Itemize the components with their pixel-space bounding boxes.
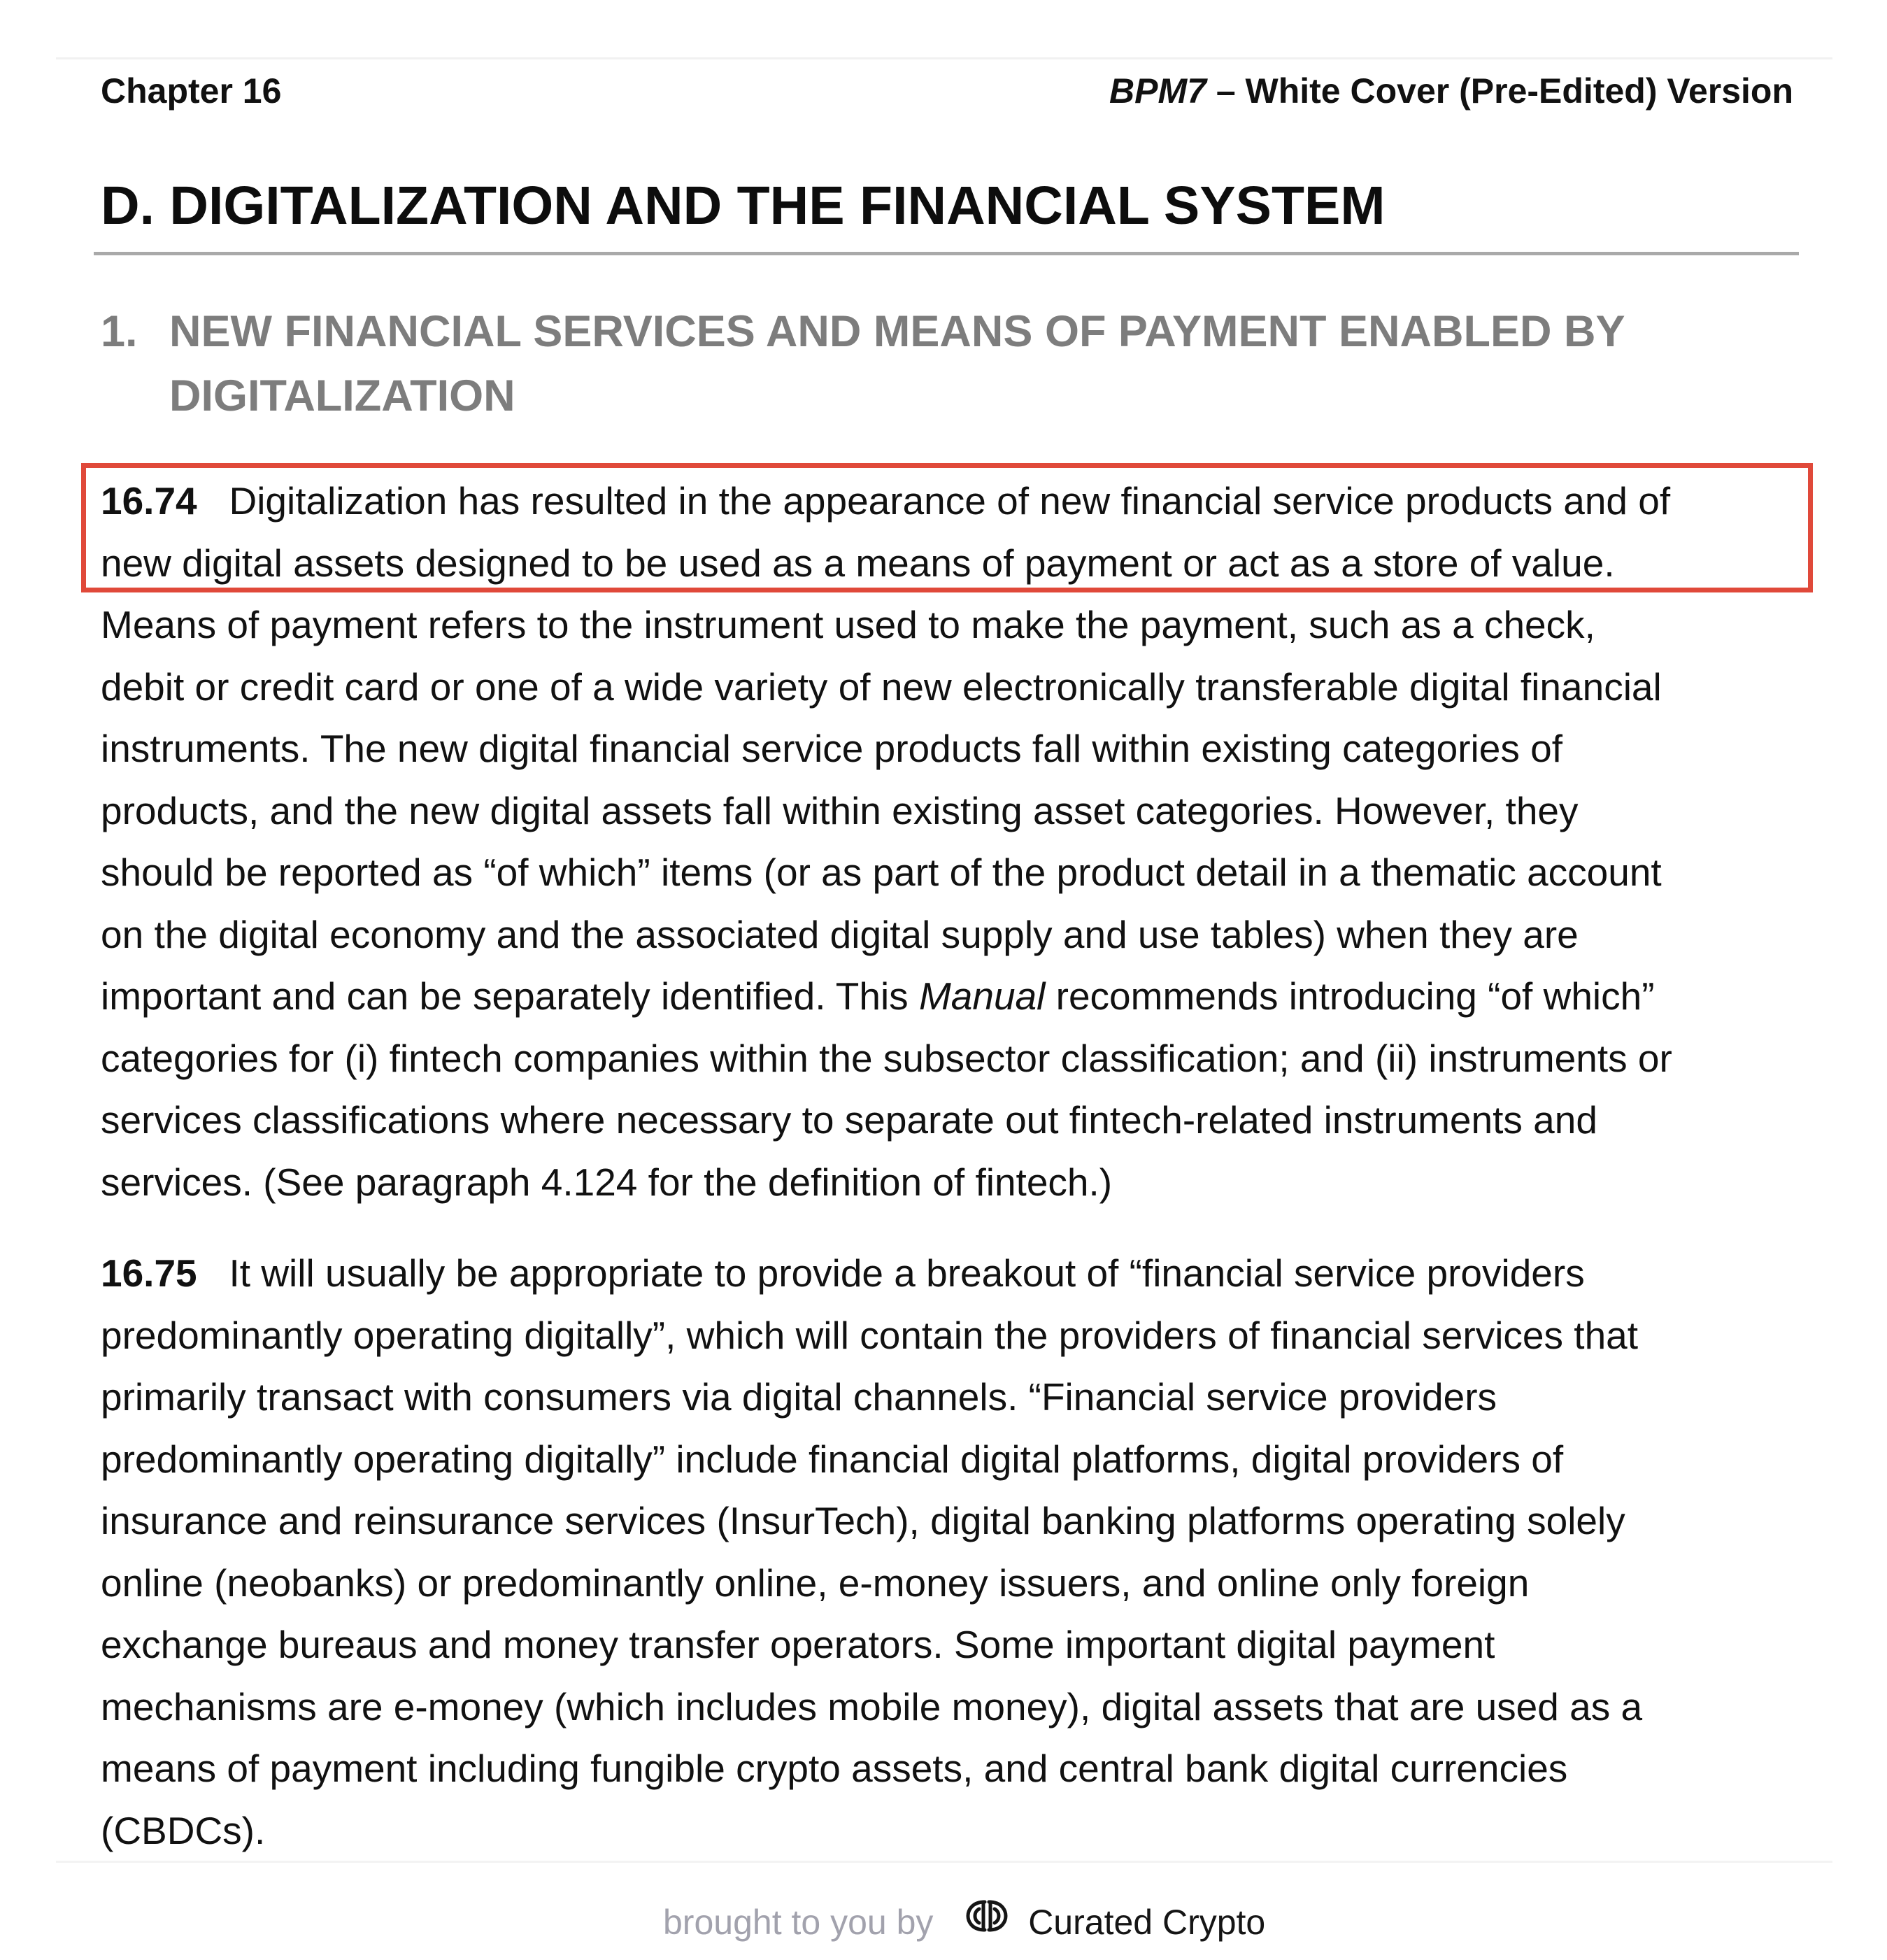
paragraph-line: debit or credit card or one of a wide variety of new electronically transferable digital financial: [101, 665, 1662, 709]
paragraph-number: 16.75: [101, 1251, 197, 1295]
chapter-label: Chapter 16: [101, 71, 282, 111]
paragraph-line: insurance and reinsurance services (InsurTech), digital banking platforms operating solely: [101, 1499, 1625, 1542]
paragraph-text: recommends introducing “of which”: [1045, 974, 1655, 1018]
paragraph-line: should be reported as “of which” items (or as part of the product detail in a thematic account: [101, 851, 1662, 894]
paragraph-line: services classifications where necessary to separate out fintech-related instruments and: [101, 1098, 1597, 1142]
manual-italic-term: Manual: [918, 974, 1046, 1018]
footer-brand-name: Curated Crypto: [1028, 1902, 1266, 1942]
curated-crypto-logo-icon: [964, 1896, 1010, 1947]
section-title: D. DIGITALIZATION AND THE FINANCIAL SYSTEM: [101, 176, 1386, 236]
paragraph-line: products, and the new digital assets fall within existing asset categories. However, they: [101, 788, 1579, 832]
paragraph-line: on the digital economy and the associated digital supply and use tables) when they are: [101, 912, 1579, 956]
section-divider: [94, 252, 1799, 255]
paragraph-line: online (neobanks) or predominantly online, e-money issuers, and online only foreign: [101, 1561, 1530, 1605]
paragraph-line: [101, 965, 1807, 1028]
paragraph-number: 16.74: [101, 479, 197, 523]
subsection-title-line: NEW FINANCIAL SERVICES AND MEANS OF PAYMENT ENABLED BY: [169, 307, 1625, 356]
paragraph-line: means of payment including fungible crypto assets, and central bank digital currencies: [101, 1747, 1568, 1790]
paragraph-16-75: [101, 1242, 1807, 1861]
running-header: [101, 70, 1793, 119]
paragraph-line: categories for (i) fintech companies within the subsector classification; and (ii) instruments or: [101, 1036, 1672, 1080]
subsection-number: 1.: [101, 307, 138, 356]
subsection-title: [169, 299, 1778, 428]
paragraph-line: services. (See paragraph 4.124 for the definition of fintech.): [101, 1160, 1113, 1204]
footer-prefix: brought to you by: [663, 1902, 934, 1942]
top-divider: [56, 57, 1832, 59]
paragraph-line: exchange bureaus and money transfer operators. Some important digital payment: [101, 1623, 1495, 1666]
paragraph-line: mechanisms are e-money (which includes mobile money), digital assets that are used as a: [101, 1684, 1643, 1728]
subsection-title-line: DIGITALIZATION: [169, 371, 515, 420]
highlight-box: [81, 463, 1813, 592]
bottom-divider: [56, 1861, 1832, 1863]
paragraph-text: It will usually be appropriate to provide a breakout of “financial service providers: [229, 1251, 1585, 1295]
document-version-text: – White Cover (Pre-Edited) Version: [1206, 71, 1793, 111]
footer-attribution: [663, 1896, 1265, 1945]
paragraph-line: instruments. The new digital financial service products fall within existing categories of: [101, 727, 1562, 770]
paragraph-line: (CBDCs).: [101, 1808, 266, 1852]
document-version-label: [1109, 70, 1793, 112]
paragraph-line: [101, 1242, 1807, 1305]
paragraph-line: predominantly operating digitally”, which will contain the providers of financial services that: [101, 1313, 1639, 1357]
paragraph-line: predominantly operating digitally” include financial digital platforms, digital providers of: [101, 1437, 1564, 1481]
paragraph-line: primarily transact with consumers via digital channels. “Financial service providers: [101, 1375, 1497, 1419]
paragraph-text: Digitalization has resulted in the appearance of new financial service products and of: [229, 479, 1671, 523]
paragraph-line: Means of payment refers to the instrument used to make the payment, such as a check,: [101, 603, 1595, 646]
paragraph-line: new digital assets designed to be used as a means of payment or act as a store of value.: [101, 541, 1615, 585]
paragraph-text: important and can be separately identified. This: [101, 974, 919, 1018]
document-code: BPM7: [1109, 71, 1206, 111]
